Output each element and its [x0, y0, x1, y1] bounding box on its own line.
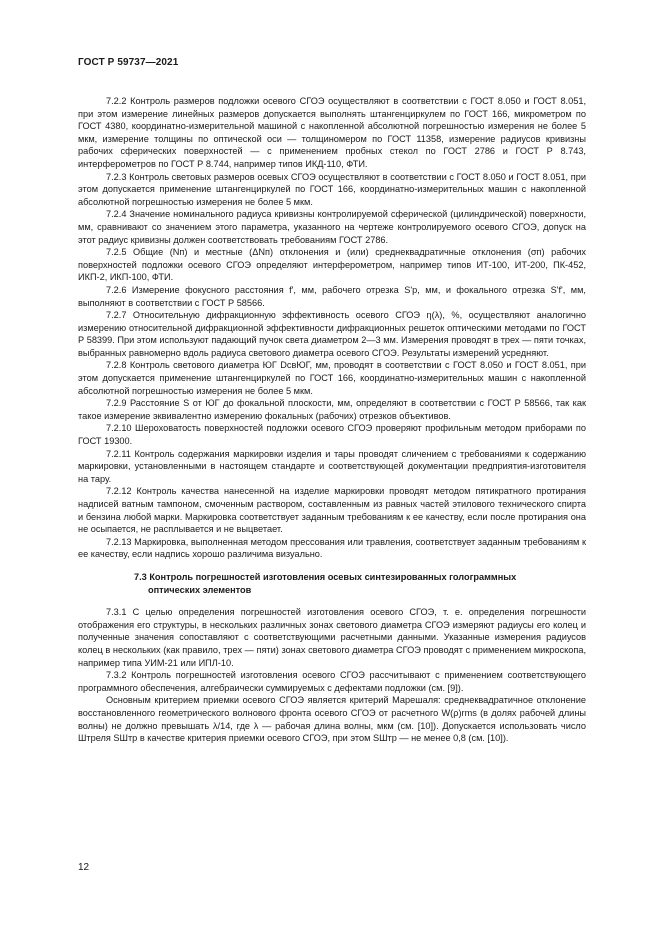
paragraph-7-2-8: 7.2.8 Контроль светового диаметра ЮГ DсвЮГ, мм, проводят в соответствии с ГОСТ 8.050 и ГОСТ 8.051, при этом допускается применение штангенциркулей по ГОСТ 166, координатно-измерительных машин с накопленной абсолютной погрешностью измерения не более 5 мкм.	[78, 360, 586, 396]
paragraph-mareshal-criterion: Основным критерием приемки осевого СГОЭ является критерий Марешаля: среднеквадратичное отклонение восстановленного геометрического волнового фронта осевого СГОЭ от расчетного W(ρ)rms (в долях рабочей длины волны) не должно превышать λ/14, где λ — рабочая длина волны, мкм (см. [10]). Допускается использовать число Штреля SШтр в качестве критерия приемки осевого СГОЭ, при этом SШтр — не менее 0,8 (см. [10]).	[78, 695, 586, 744]
paragraph-7-2-11: 7.2.11 Контроль содержания маркировки изделия и тары проводят сличением с требованиями к содержанию маркировки, установленными в настоящем стандарте и соответствующей документации предприятия-изготовителя на тару.	[78, 448, 586, 484]
section-title-line-2: оптических элементов	[148, 584, 252, 595]
paragraph-7-2-10: 7.2.10 Шероховатость поверхностей подложки осевого СГОЭ проверяют профильным методом приборами по ГОСТ 19300.	[78, 423, 586, 447]
document-header: ГОСТ Р 59737—2021	[78, 57, 179, 68]
paragraph-7-2-5: 7.2.5 Общие (Nп) и местные (ΔNп) отклонения и (или) среднеквадратичные отклонения (σп) рабочих поверхностей подложки осевого СГОЭ определяют интерферометром, например типов ИТ-100, ИТ-200, ПК-452, ИКП-2, ИКП-100, ФТИ.	[78, 247, 586, 283]
page-number: 12	[78, 862, 90, 873]
paragraph-7-2-13: 7.2.13 Маркировка, выполненная методом прессования или травления, соответствует заданным требованиям к ее качеству, если надпись хорошо различима визуально.	[78, 536, 586, 560]
section-title-line-1: 7.3 Контроль погрешностей изготовления осевых синтезированных голограммных	[134, 571, 517, 582]
paragraph-7-2-7: 7.2.7 Относительную дифракционную эффективность осевого СГОЭ η(λ), %, осуществляют аналогично измерению относительной дифракционной эффективности дифракционных решеток оптическими методами по ГОСТ Р 58399. При этом используют падающий пучок света диаметром 2—3 мм. Измерения проводят в трех — пяти точках, выбранных равномерно вдоль радиуса светового диаметра осевого СГОЭ. Результаты измерений усредняют.	[78, 310, 586, 358]
paragraph-7-2-3: 7.2.3 Контроль световых размеров осевых СГОЭ осуществляют в соответствии с ГОСТ 8.050 и ГОСТ 8.051, при этом допускается применение штангенциркулей по ГОСТ 166, координатно-измерительных машин с накопленной абсолютной погрешностью измерения не более 5 мкм.	[78, 171, 586, 207]
document-body	[78, 95, 586, 745]
paragraph-7-2-9: 7.2.9 Расстояние S от ЮГ до фокальной плоскости, мм, определяют в соответствии с ГОСТ Р 58566, так как такое измерение эквивалентно измерению фокальных (рабочих) отрезков объективов.	[78, 398, 586, 421]
paragraph-7-2-4: 7.2.4 Значение номинального радиуса кривизны контролируемой сферической (цилиндрической) поверхности, мм, сравнивают со значением этого параметра, указанного на чертеже контролируемого осевого СГОЭ, допуск на этот радиус кривизны должен соответствовать требованиям ГОСТ 2786.	[78, 209, 586, 245]
paragraph-7-2-2: 7.2.2 Контроль размеров подложки осевого СГОЭ осуществляют в соответствии с ГОСТ 8.050 и ГОСТ 8.051, при этом измерение линейных размеров допускается выполнять штангенциркулем по ГОСТ 166, микрометром по ГОСТ 4380, координатно-измерительной машиной с накопленной абсолютной погрешностью измерения не более 5 мкм, измерение толщины по оптической оси — толщиномером по ГОСТ 11358, измерение радиусов кривизны рабочих сферических поверхностей — с применением пробных стекол по ГОСТ 2786 и ГОСТ Р 8.743, интерферометров по ГОСТ Р 8.744, например типов ИКД-110, ФТИ.	[78, 96, 586, 169]
section-title-7-3	[78, 571, 586, 596]
paragraph-7-2-6: 7.2.6 Измерение фокусного расстояния f', мм, рабочего отрезка S'p, мм, и фокального отрезка S'f', мм, выполняют в соответствии с ГОСТ Р 58566.	[78, 284, 586, 308]
paragraph-7-3-1: 7.3.1 С целью определения погрешностей изготовления осевого СГОЭ, т. е. определения погрешности отображения его структуры, в нескольких различных зонах светового диаметра СГОЭ измеряют радиусы его колец и полученные значения сопоставляют с соответствующими расчетными данными. Указанные измерения радиусов колец в нескольких (как правило, трех — пяти) зонах светового диаметра СГОЭ проводят с применением микроскопа, например типа УИМ-21 или ИПЛ-10.	[78, 607, 586, 668]
paragraph-7-2-12: 7.2.12 Контроль качества нанесенной на изделие маркировки проводят методом пятикратного протирания надписей ватным тампоном, смоченным раствором, составленным из равных частей этилового технического спирта и бензина любой марки. Маркировка соответствует заданным требованиям к ее качеству, если после протирания она не осыпается, не расплывается и не выцветает.	[78, 486, 586, 535]
paragraph-7-3-2: 7.3.2 Контроль погрешностей изготовления осевого СГОЭ рассчитывают с применением соответствующего программного обеспечения, алгебраически суммируемых с дефектами подложки (см. [9]).	[78, 670, 586, 693]
